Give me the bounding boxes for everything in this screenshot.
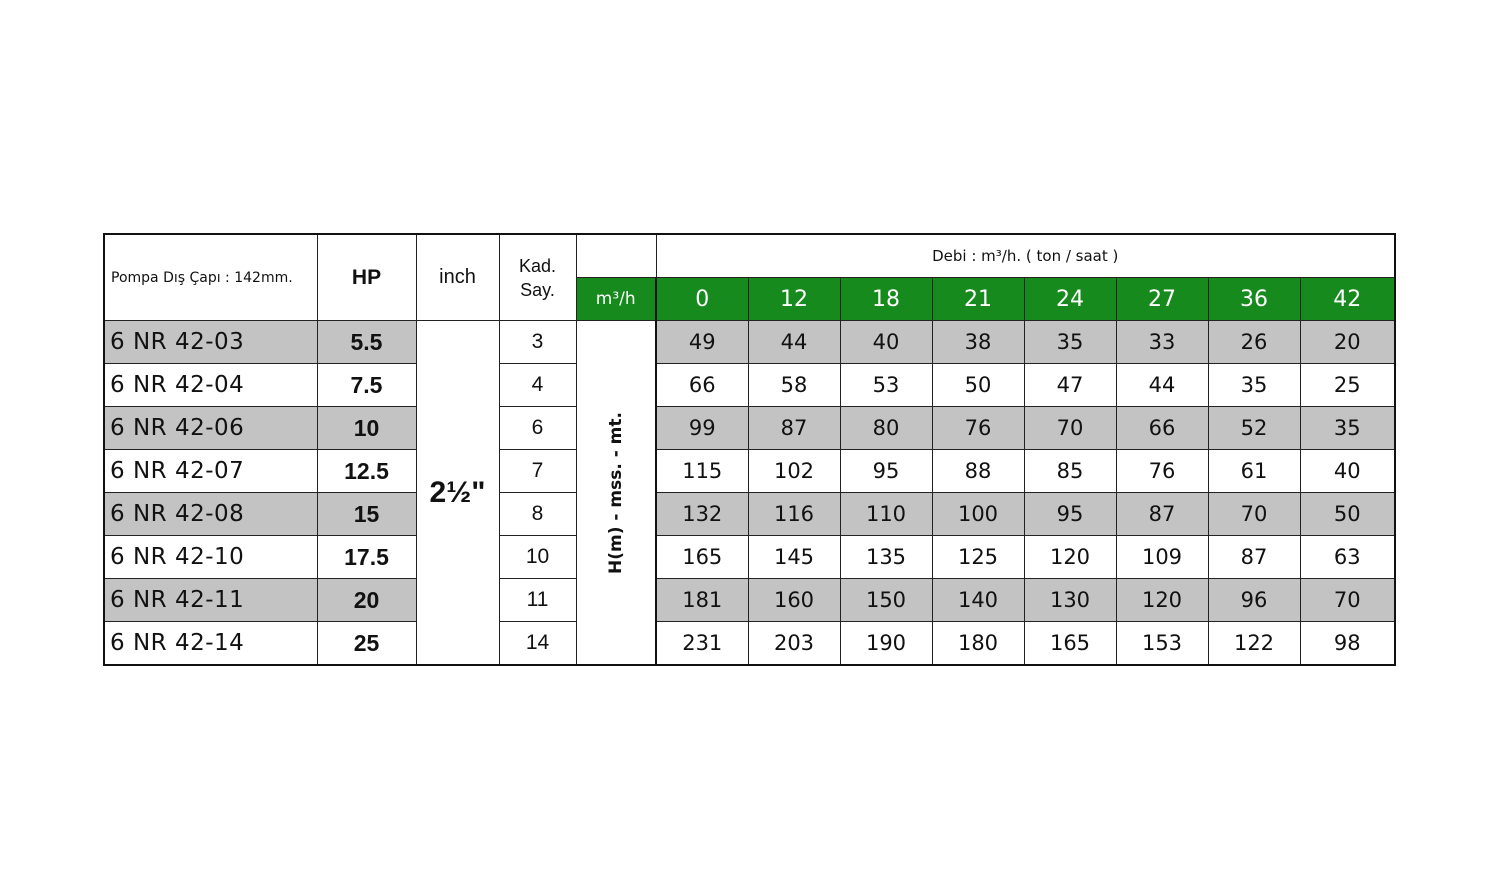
flow-rate-header: 24	[1024, 278, 1116, 321]
head-value-cell: 116	[748, 493, 840, 536]
head-value-cell: 99	[656, 407, 748, 450]
head-value-cell: 63	[1300, 536, 1395, 579]
flow-rate-header: 21	[932, 278, 1024, 321]
hp-cell: 25	[317, 622, 416, 666]
stage-count-cell: 11	[499, 579, 576, 622]
head-value-cell: 130	[1024, 579, 1116, 622]
head-value-cell: 120	[1024, 536, 1116, 579]
head-value-cell: 33	[1116, 321, 1208, 364]
table-row	[104, 364, 1395, 407]
table-row	[104, 493, 1395, 536]
head-value-cell: 70	[1024, 407, 1116, 450]
hp-cell: 5.5	[317, 321, 416, 364]
head-value-cell: 115	[656, 450, 748, 493]
head-value-cell: 61	[1208, 450, 1300, 493]
head-value-cell: 203	[748, 622, 840, 666]
head-value-cell: 96	[1208, 579, 1300, 622]
table-row	[104, 321, 1395, 364]
stage-count-cell: 3	[499, 321, 576, 364]
table-row	[104, 450, 1395, 493]
head-value-cell: 40	[840, 321, 932, 364]
head-value-cell: 140	[932, 579, 1024, 622]
head-value-cell: 66	[1116, 407, 1208, 450]
stage-header-line2: Say.	[520, 279, 555, 300]
stage-count-cell: 4	[499, 364, 576, 407]
head-value-cell: 153	[1116, 622, 1208, 666]
head-value-cell: 76	[932, 407, 1024, 450]
header-corner-cell	[576, 234, 656, 278]
head-value-cell: 122	[1208, 622, 1300, 666]
head-value-cell: 150	[840, 579, 932, 622]
head-value-cell: 132	[656, 493, 748, 536]
outlet-size-cell: 2½"	[416, 321, 499, 666]
flow-unit-header: m³/h	[576, 278, 656, 321]
model-cell: 6 NR 42-14	[104, 622, 317, 666]
head-value-cell: 120	[1116, 579, 1208, 622]
model-cell: 6 NR 42-10	[104, 536, 317, 579]
head-value-cell: 49	[656, 321, 748, 364]
head-value-cell: 180	[932, 622, 1024, 666]
head-value-cell: 47	[1024, 364, 1116, 407]
head-value-cell: 38	[932, 321, 1024, 364]
head-value-cell: 165	[656, 536, 748, 579]
inch-header: inch	[416, 234, 499, 321]
head-value-cell: 52	[1208, 407, 1300, 450]
model-cell: 6 NR 42-08	[104, 493, 317, 536]
head-axis-label: H(m) - mss. - mt.	[605, 411, 626, 574]
head-value-cell: 87	[1208, 536, 1300, 579]
model-cell: 6 NR 42-07	[104, 450, 317, 493]
head-value-cell: 109	[1116, 536, 1208, 579]
head-value-cell: 160	[748, 579, 840, 622]
head-value-cell: 44	[748, 321, 840, 364]
head-value-cell: 181	[656, 579, 748, 622]
head-value-cell: 44	[1116, 364, 1208, 407]
head-value-cell: 40	[1300, 450, 1395, 493]
head-value-cell: 102	[748, 450, 840, 493]
hp-cell: 7.5	[317, 364, 416, 407]
head-value-cell: 125	[932, 536, 1024, 579]
hp-cell: 12.5	[317, 450, 416, 493]
hp-cell: 17.5	[317, 536, 416, 579]
hp-header: HP	[317, 234, 416, 321]
flow-rate-header: 18	[840, 278, 932, 321]
model-cell: 6 NR 42-11	[104, 579, 317, 622]
stage-count-cell: 6	[499, 407, 576, 450]
head-value-cell: 66	[656, 364, 748, 407]
table-row	[104, 536, 1395, 579]
pump-performance-table	[103, 233, 1396, 666]
stage-count-cell: 14	[499, 622, 576, 666]
table-row	[104, 407, 1395, 450]
head-value-cell: 50	[1300, 493, 1395, 536]
head-value-cell: 95	[1024, 493, 1116, 536]
head-value-cell: 20	[1300, 321, 1395, 364]
head-value-cell: 98	[1300, 622, 1395, 666]
head-value-cell: 165	[1024, 622, 1116, 666]
head-axis-cell	[576, 321, 656, 666]
hp-cell: 20	[317, 579, 416, 622]
head-value-cell: 135	[840, 536, 932, 579]
head-value-cell: 190	[840, 622, 932, 666]
head-value-cell: 35	[1024, 321, 1116, 364]
head-value-cell: 231	[656, 622, 748, 666]
head-value-cell: 87	[1116, 493, 1208, 536]
stage-count-cell: 10	[499, 536, 576, 579]
head-value-cell: 50	[932, 364, 1024, 407]
flow-rate-header: 36	[1208, 278, 1300, 321]
head-value-cell: 95	[840, 450, 932, 493]
flow-rate-header: 42	[1300, 278, 1395, 321]
head-value-cell: 53	[840, 364, 932, 407]
head-value-cell: 35	[1300, 407, 1395, 450]
model-cell: 6 NR 42-06	[104, 407, 317, 450]
model-cell: 6 NR 42-04	[104, 364, 317, 407]
flow-rate-header: 27	[1116, 278, 1208, 321]
flow-rate-header: 0	[656, 278, 748, 321]
head-value-cell: 58	[748, 364, 840, 407]
table-row	[104, 622, 1395, 666]
head-value-cell: 87	[748, 407, 840, 450]
head-value-cell: 145	[748, 536, 840, 579]
head-value-cell: 35	[1208, 364, 1300, 407]
head-value-cell: 70	[1300, 579, 1395, 622]
stage-header-line1: Kad.	[518, 255, 557, 276]
hp-cell: 15	[317, 493, 416, 536]
head-value-cell: 70	[1208, 493, 1300, 536]
head-value-cell: 85	[1024, 450, 1116, 493]
stage-count-cell: 8	[499, 493, 576, 536]
head-value-cell: 110	[840, 493, 932, 536]
pump-diameter-header: Pompa Dış Çapı : 142mm.	[104, 234, 317, 321]
model-cell: 6 NR 42-03	[104, 321, 317, 364]
flow-title-header: Debi : m³/h. ( ton / saat )	[656, 234, 1395, 278]
stage-count-cell: 7	[499, 450, 576, 493]
head-value-cell: 100	[932, 493, 1024, 536]
stage-count-header	[499, 234, 576, 321]
hp-cell: 10	[317, 407, 416, 450]
head-value-cell: 26	[1208, 321, 1300, 364]
head-value-cell: 76	[1116, 450, 1208, 493]
flow-rate-header: 12	[748, 278, 840, 321]
head-value-cell: 25	[1300, 364, 1395, 407]
head-value-cell: 88	[932, 450, 1024, 493]
table-row	[104, 579, 1395, 622]
head-value-cell: 80	[840, 407, 932, 450]
